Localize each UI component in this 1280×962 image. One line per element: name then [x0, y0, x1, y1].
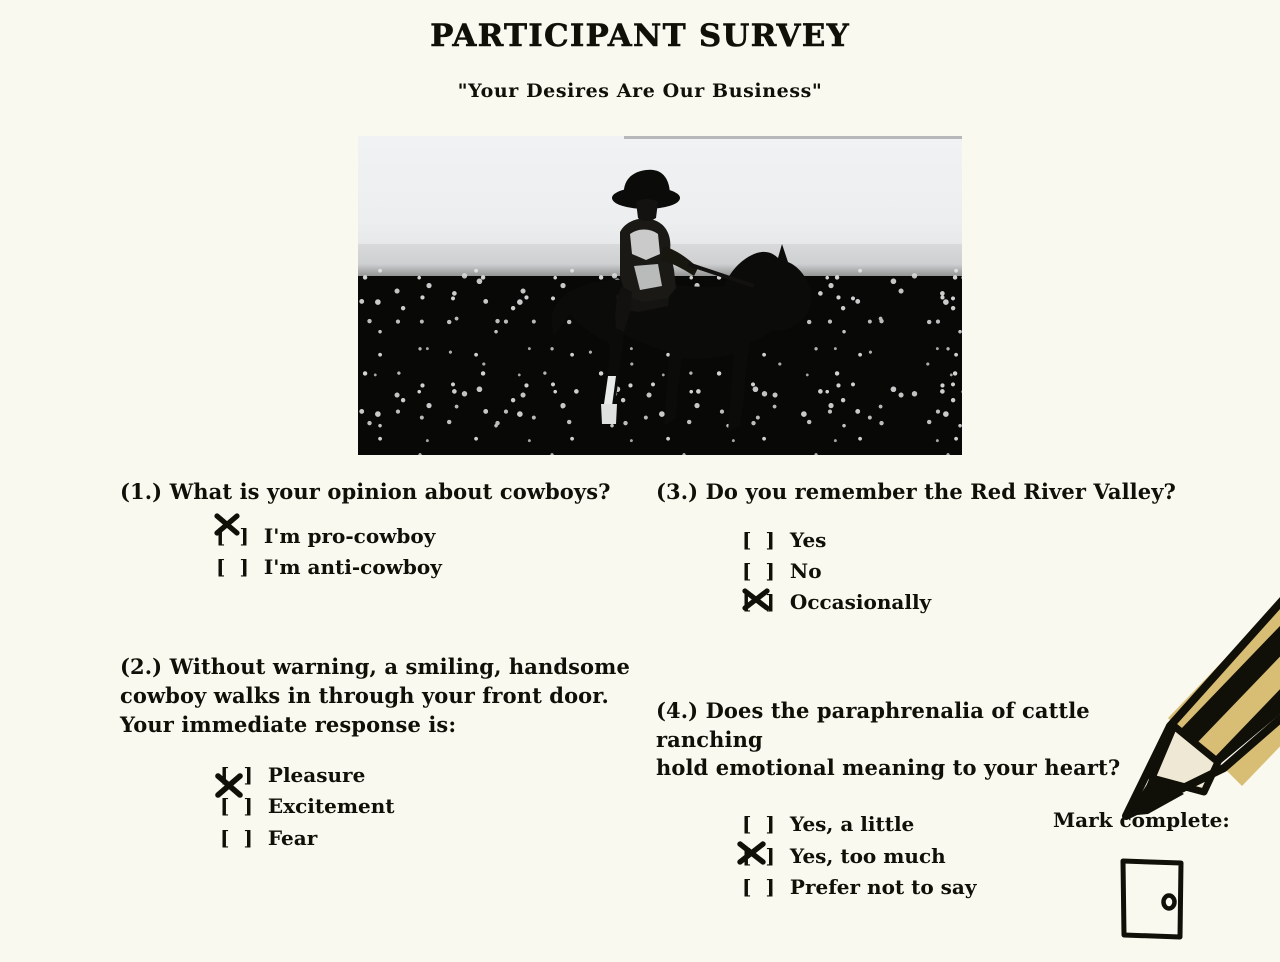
question-3-number: (3.) — [656, 479, 699, 504]
mark-complete-checkbox[interactable] — [1116, 855, 1188, 943]
question-2-options — [220, 760, 640, 854]
option-row[interactable] — [220, 823, 640, 854]
checkbox-bracket[interactable]: [ ] — [742, 812, 775, 837]
option-label: No — [789, 559, 822, 584]
option-label: Excitement — [267, 794, 395, 819]
checkbox-bracket[interactable]: [ ] — [742, 590, 775, 615]
checkbox-bracket[interactable]: [ ] — [742, 874, 775, 899]
question-1 — [120, 478, 640, 583]
photo-cowboy-silhouette — [358, 136, 962, 455]
question-1-prompt: What is your opinion about cowboys? — [169, 479, 611, 504]
question-4-line-1: (4.) Does the paraphrenalia of cattle ranching — [656, 697, 1090, 752]
photo-scan-line — [624, 136, 962, 139]
question-3-text — [656, 478, 1196, 507]
question-1-text — [120, 478, 640, 507]
question-3-prompt: Do you remember the Red River Valley? — [705, 479, 1176, 504]
option-row[interactable] — [216, 552, 640, 583]
page-subtitle: "Your Desires Are Our Business" — [457, 80, 823, 102]
option-row[interactable] — [742, 525, 1196, 556]
survey-header — [0, 0, 1280, 102]
option-label: Fear — [267, 825, 318, 850]
option-label: Yes, a little — [789, 812, 915, 837]
checkbox-bracket[interactable]: [ ] — [220, 825, 253, 850]
option-label: Prefer not to say — [789, 874, 977, 899]
cowboy-photo — [358, 136, 962, 455]
question-1-options — [216, 521, 640, 583]
option-row[interactable] — [220, 760, 640, 791]
option-label: Occasionally — [789, 590, 932, 615]
question-2-text — [120, 653, 640, 740]
option-label: I'm pro-cowboy — [263, 523, 436, 548]
question-2-line-1: (2.) Without warning, a smiling, handsome — [120, 654, 630, 680]
question-4-line-2: hold emotional meaning to your heart? — [656, 755, 1121, 781]
option-label: Pleasure — [267, 763, 366, 788]
checkbox-bracket[interactable]: [ ] — [220, 794, 253, 819]
question-1-number: (1.) — [120, 479, 163, 504]
mark-complete-label: Mark complete: — [1053, 808, 1230, 832]
checkbox-bracket[interactable]: [ ] — [742, 559, 775, 584]
checkbox-bracket[interactable]: [ ] — [216, 523, 249, 548]
checkbox-bracket[interactable]: [ ] — [220, 763, 253, 788]
question-2-line-2: cowboy walks in through your front door. — [120, 683, 609, 709]
checkbox-bracket[interactable]: [ ] — [742, 843, 775, 868]
pencil-icon — [1108, 578, 1280, 828]
option-row[interactable] — [216, 521, 640, 552]
option-label: Yes — [789, 527, 827, 552]
option-row[interactable] — [220, 791, 640, 822]
option-label: I'm anti-cowboy — [263, 555, 442, 580]
checkbox-bracket[interactable]: [ ] — [216, 555, 249, 580]
question-2 — [120, 653, 640, 853]
option-label: Yes, too much — [789, 843, 946, 868]
checkbox-bracket[interactable]: [ ] — [742, 527, 775, 552]
questions-left-column — [120, 478, 640, 854]
question-2-line-3: Your immediate response is: — [120, 712, 457, 738]
page-title: PARTICIPANT SURVEY — [430, 18, 850, 54]
